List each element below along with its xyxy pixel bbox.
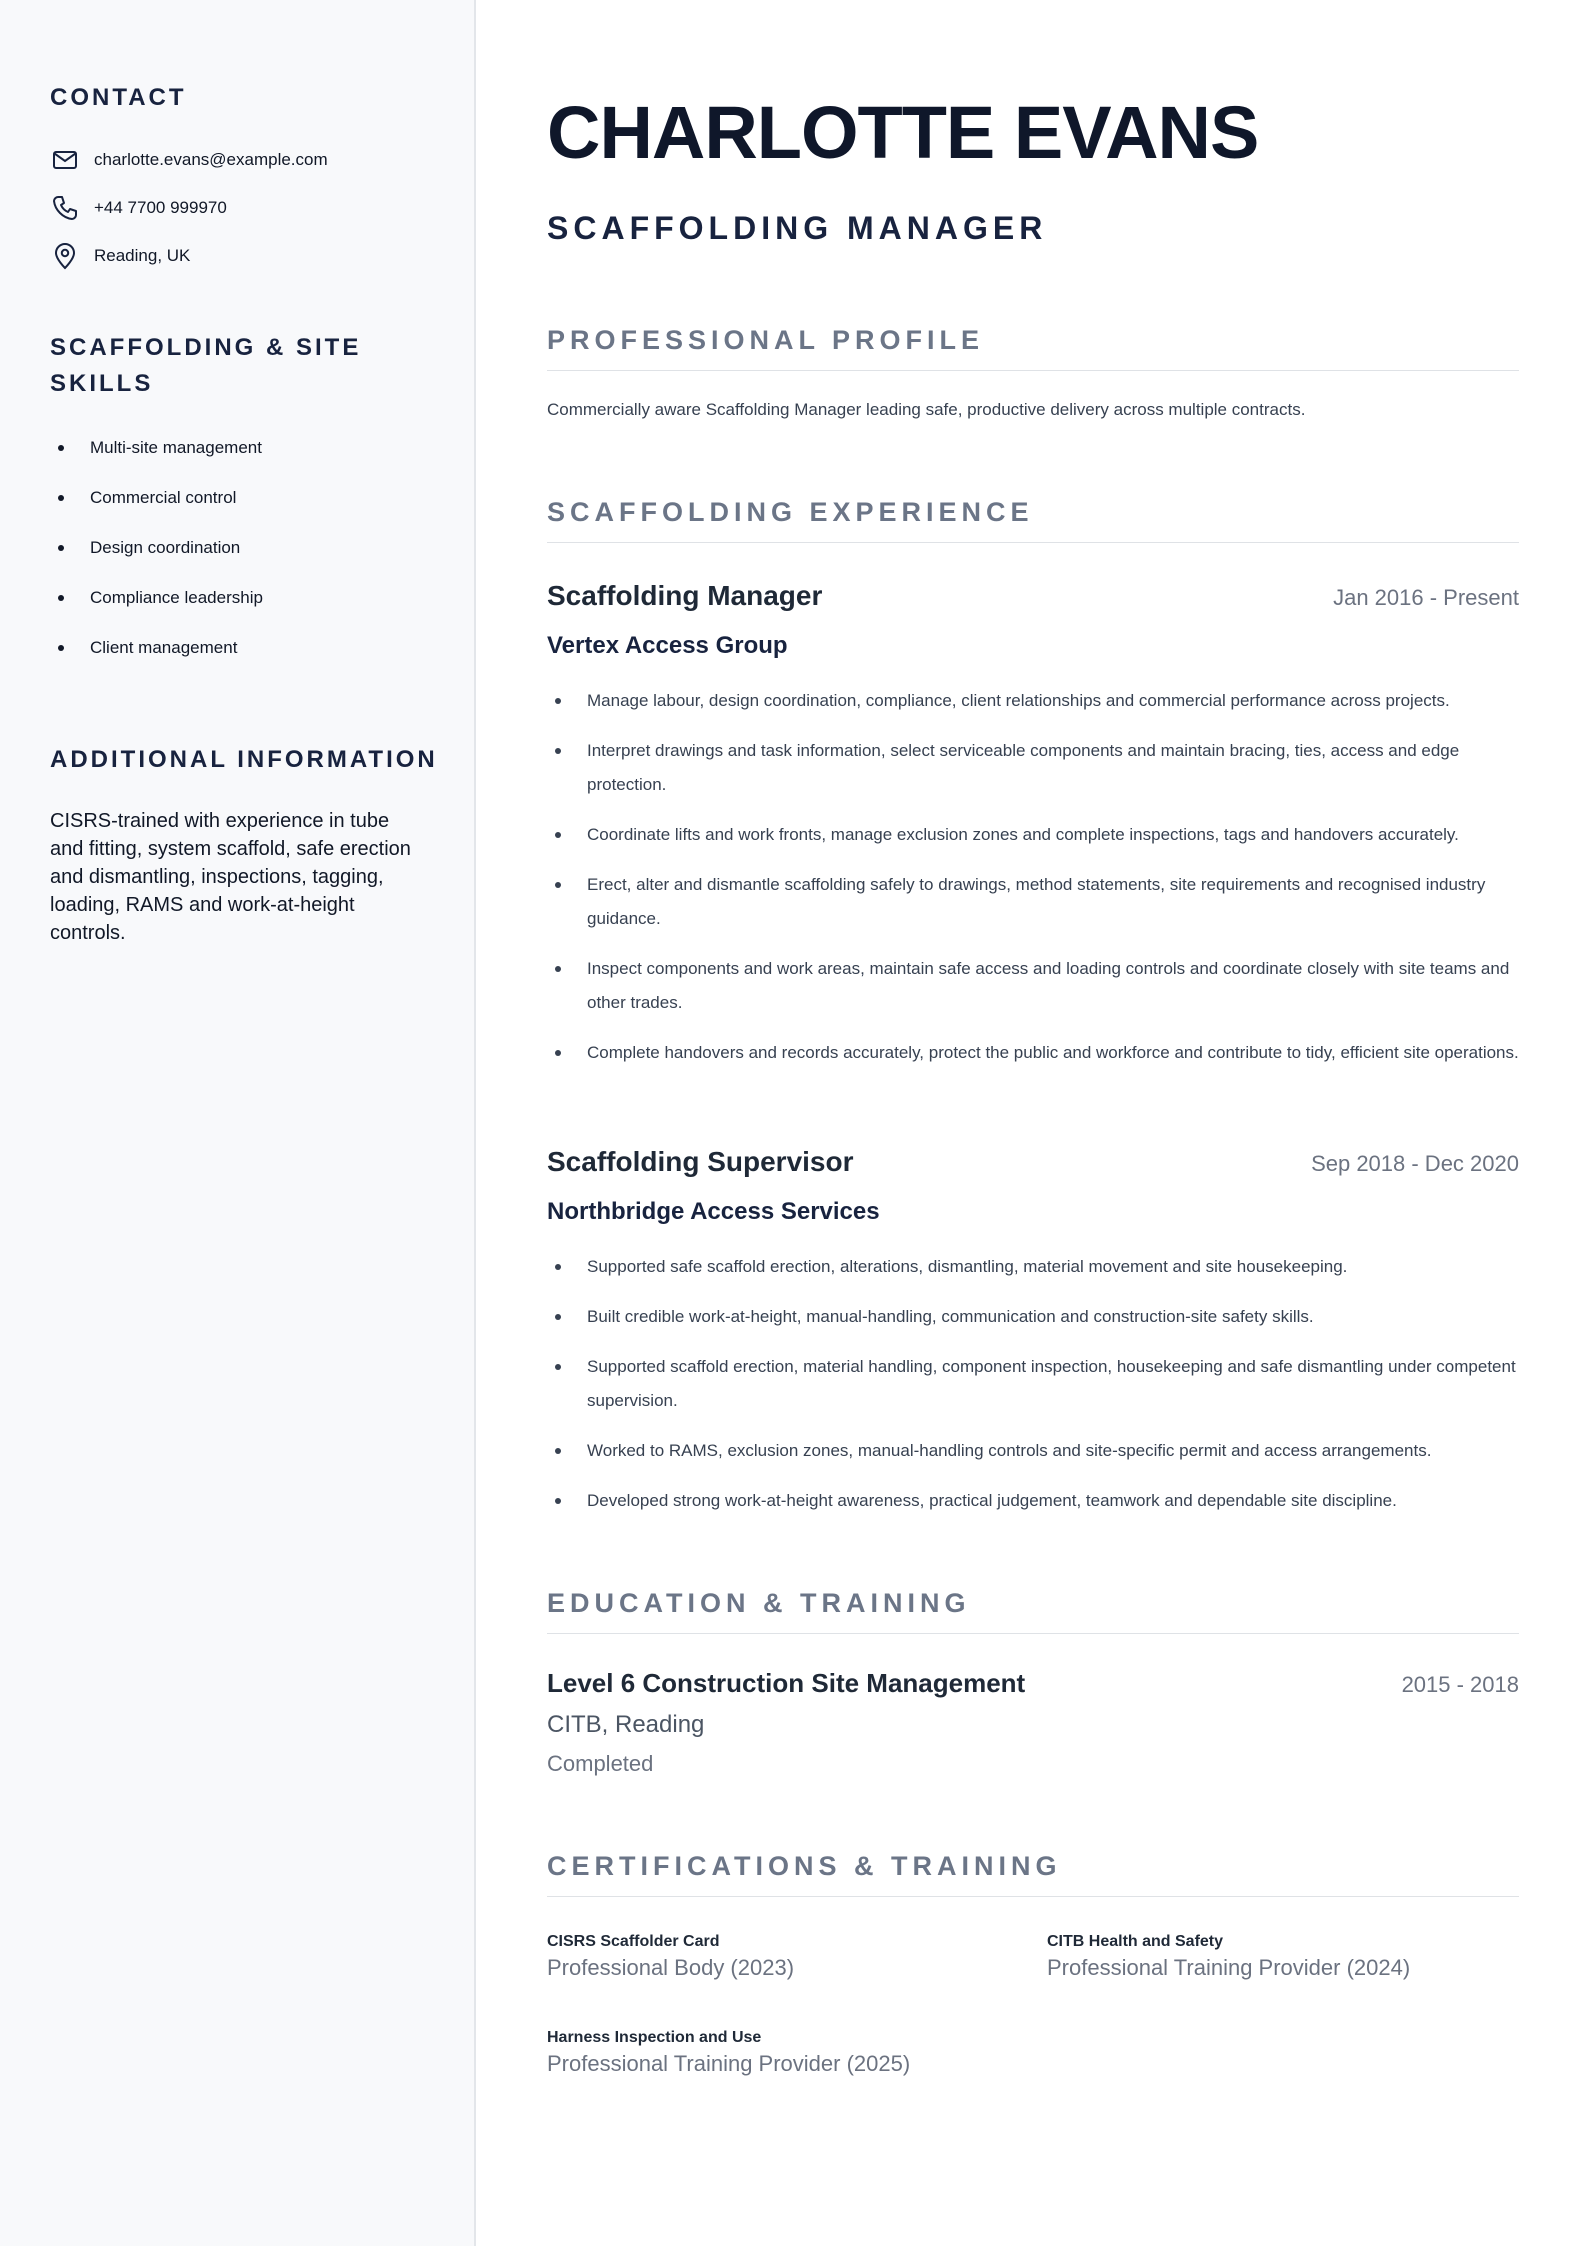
job-title: Scaffolding Manager <box>547 580 823 611</box>
skill-item: Design coordination <box>50 523 430 573</box>
job-bullets <box>547 684 1519 1070</box>
education-dates: 2015 - 2018 <box>1401 1672 1519 1697</box>
certifications-heading: CERTIFICATIONS & TRAINING <box>547 1851 1519 1897</box>
job-bullet: Worked to RAMS, exclusion zones, manual-handling controls and site-specific permit and access arrangements. <box>547 1434 1519 1468</box>
certification-name: Harness Inspection and Use <box>547 2029 762 2046</box>
skills-list <box>50 423 430 673</box>
experience-heading: SCAFFOLDING EXPERIENCE <box>547 497 1519 543</box>
contact-email[interactable] <box>50 136 430 184</box>
candidate-name: CHARLOTTE EVANS <box>547 91 1259 174</box>
job-bullet: Developed strong work-at-height awareness, practical judgement, teamwork and dependable site discipline. <box>547 1484 1519 1518</box>
skill-item: Client management <box>50 623 430 673</box>
job-dates: Sep 2018 - Dec 2020 <box>1311 1151 1519 1176</box>
job-bullet: Manage labour, design coordination, compliance, client relationships and commercial performance across projects. <box>547 684 1519 718</box>
job-bullet: Supported scaffold erection, material handling, component inspection, housekeeping and safe dismantling under competent supervision. <box>547 1350 1519 1418</box>
certification-issuer: Professional Training Provider (2025) <box>547 2051 911 2076</box>
contact-phone[interactable] <box>50 184 430 232</box>
additional-info-text: CISRS-trained with experience in tube and fitting, system scaffold, safe erection and dismantling, inspections, tagging, loading, RAMS and work-at-height controls. <box>50 810 411 944</box>
certification-issuer: Professional Training Provider (2024) <box>1047 1955 1411 1980</box>
education-status: Completed <box>547 1751 654 1776</box>
mail-icon <box>50 145 80 175</box>
location-icon <box>50 241 80 271</box>
job-bullet: Interpret drawings and task information, select serviceable components and maintain bracing, ties, access and edge protection. <box>547 734 1519 802</box>
job-bullets <box>547 1250 1519 1518</box>
job-dates: Jan 2016 - Present <box>1333 585 1519 610</box>
job-company: Vertex Access Group <box>547 632 788 659</box>
job-title: Scaffolding Supervisor <box>547 1146 854 1177</box>
skills-heading: SCAFFOLDING & SITE SKILLS <box>50 334 362 397</box>
job-bullet: Complete handovers and records accurately, protect the public and workforce and contribute to tidy, efficient site operations. <box>547 1036 1519 1070</box>
sidebar <box>0 0 476 2246</box>
skill-item: Multi-site management <box>50 423 430 473</box>
education-entry <box>547 1668 1519 1777</box>
job-bullet: Erect, alter and dismantle scaffolding safely to drawings, method statements, site requirements and recognised industry guidance. <box>547 868 1519 936</box>
job-company: Northbridge Access Services <box>547 1198 880 1225</box>
job-header <box>547 1146 1519 1178</box>
certification-name: CISRS Scaffolder Card <box>547 1933 720 1950</box>
contact-phone-text: +44 7700 999970 <box>94 198 227 217</box>
education-header <box>547 1668 1519 1699</box>
additional-info-heading: ADDITIONAL INFORMATION <box>50 746 438 773</box>
education-degree: Level 6 Construction Site Management <box>547 1668 1026 1698</box>
certification-issuer: Professional Body (2023) <box>547 1955 795 1980</box>
contact-email-text: charlotte.evans@example.com <box>94 150 328 169</box>
education-institution: CITB, Reading <box>547 1711 705 1738</box>
education-heading: EDUCATION & TRAINING <box>547 1588 1519 1634</box>
candidate-title: SCAFFOLDING MANAGER <box>547 210 1048 246</box>
profile-heading: PROFESSIONAL PROFILE <box>547 325 1519 371</box>
profile-text: Commercially aware Scaffolding Manager leading safe, productive delivery across multiple contracts. <box>547 400 1306 419</box>
job-bullet: Coordinate lifts and work fronts, manage exclusion zones and complete inspections, tags and handovers accurately. <box>547 818 1519 852</box>
phone-icon <box>50 193 80 223</box>
certifications-list <box>547 1931 1519 2079</box>
certification-item <box>547 2027 1047 2079</box>
skill-item: Compliance leadership <box>50 573 430 623</box>
job-bullet: Inspect components and work areas, maintain safe access and loading controls and coordinate closely with site teams and other trades. <box>547 952 1519 1020</box>
job-bullet: Built credible work-at-height, manual-handling, communication and construction-site safety skills. <box>547 1300 1519 1334</box>
skill-item: Commercial control <box>50 473 430 523</box>
job-entry <box>547 580 1519 1086</box>
certification-item <box>1047 1931 1519 1983</box>
job-bullet: Supported safe scaffold erection, alterations, dismantling, material movement and site housekeeping. <box>547 1250 1519 1284</box>
certification-name: CITB Health and Safety <box>1047 1933 1224 1950</box>
contact-location <box>50 232 430 280</box>
job-entry <box>547 1146 1519 1534</box>
contact-list <box>50 136 430 280</box>
job-header <box>547 580 1519 612</box>
contact-heading: CONTACT <box>50 84 187 111</box>
contact-location-text: Reading, UK <box>94 246 191 265</box>
certification-item <box>547 1931 1047 1983</box>
